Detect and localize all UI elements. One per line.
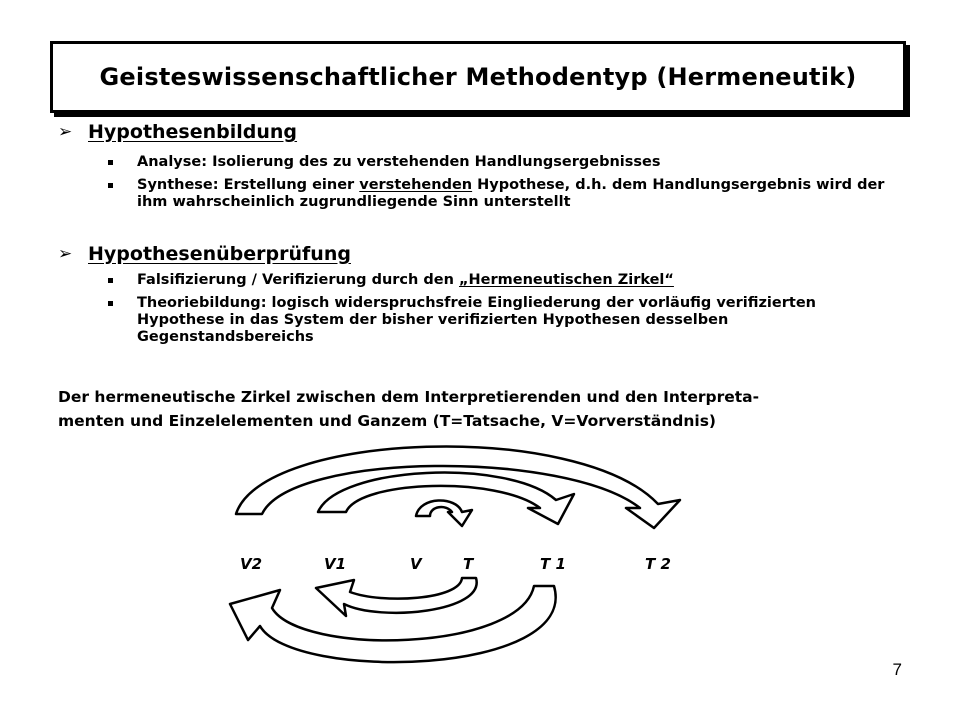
square-bullet-icon <box>108 278 113 283</box>
bullet-list-hypothesenbildung <box>104 154 894 217</box>
list-item: Falsifizierung / Verifizierung durch den „Hermeneutischen Zirkel“ <box>104 272 894 289</box>
section-heading-hypothesenbildung <box>58 121 297 143</box>
inner-curl-arrow <box>416 500 472 526</box>
list-item: Synthese: Erstellung einer verstehenden Hypothese, d.h. dem Handlungsergebnis wird der ihm wahrscheinlich zugrundliegende Sinn unterstellt <box>104 177 894 211</box>
upper-middle-arc-arrow <box>318 473 574 524</box>
label-t: T <box>463 555 474 573</box>
title-box <box>50 41 906 113</box>
section-heading-label: Hypothesenüberprüfung <box>88 243 351 265</box>
label-v1: V1 <box>324 555 347 573</box>
square-bullet-icon <box>108 301 113 306</box>
diagram-caption: Der hermeneutische Zirkel zwischen dem Interpretierenden und den Interpreta- menten und Einzelelementen und Ganzem (T=Tatsache, V=Vorverständnis) <box>58 388 760 430</box>
label-v2: V2 <box>240 555 263 573</box>
label-t2: T 2 <box>645 555 671 573</box>
arrow-bullet-icon: ➢ <box>58 122 73 142</box>
list-item: Analyse: Isolierung des zu verstehenden Handlungsergebnisses <box>104 154 894 171</box>
bullet-list-hypothesenueberpruefung <box>104 272 894 352</box>
page-title: Geisteswissenschaftlicher Methodentyp (Hermeneutik) <box>99 63 857 91</box>
lower-middle-arc-arrow <box>316 578 477 616</box>
hermeneutic-circle-diagram <box>210 438 710 673</box>
section-heading-hypothesenueberpruefung <box>58 243 351 265</box>
square-bullet-icon <box>108 183 113 188</box>
label-v: V <box>410 555 422 573</box>
page-number: 7 <box>892 660 902 679</box>
label-t1: T 1 <box>540 555 566 573</box>
arrow-bullet-icon: ➢ <box>58 244 73 264</box>
square-bullet-icon <box>108 160 113 165</box>
section-heading-label: Hypothesenbildung <box>88 121 298 143</box>
list-item: Theoriebildung: logisch widerspruchsfreie Eingliederung der vorläufig verifizierten Hypothese in das System der bisher verifizierten Hypothesen desselben Gegenstandsbereichs <box>104 295 894 346</box>
